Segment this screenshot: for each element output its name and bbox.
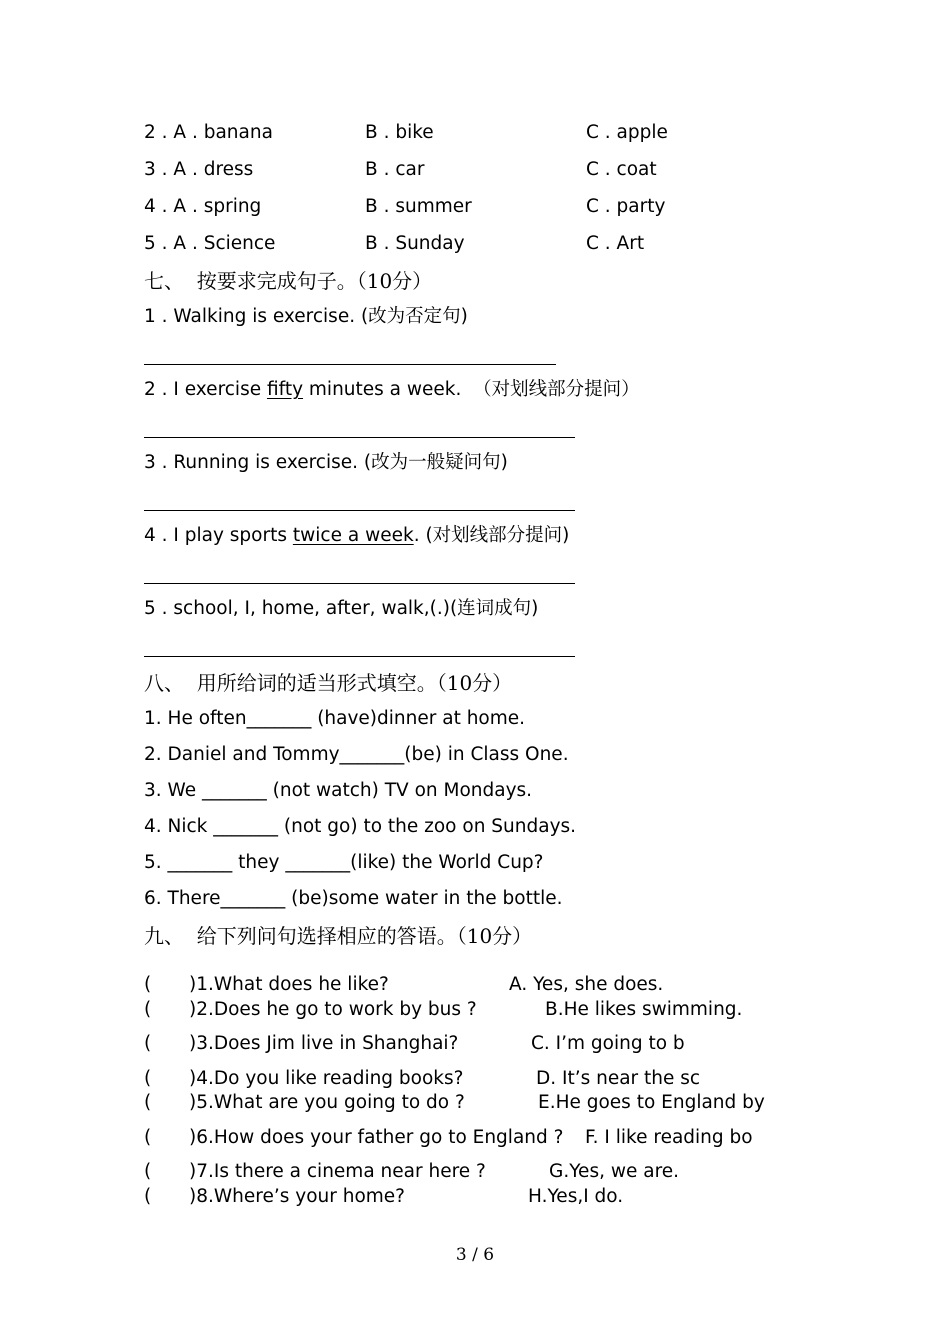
sec8-item-3: 3. We _______ (not watch) TV on Mondays.	[144, 780, 533, 801]
sec7-q4-post: . (对划线部分提问)	[413, 525, 570, 546]
sec6-row-3-b: B . car	[365, 159, 425, 180]
sec6-row-4-a: 4 . A . spring	[144, 196, 262, 217]
sec9-row-6-answer: F. I like reading bo	[585, 1127, 753, 1148]
sec9-row-8-paren[interactable]: (	[144, 1186, 152, 1207]
sec7-q1: 1 . Walking is exercise. (改为否定句)	[144, 306, 468, 327]
sec7-q1-answer-line[interactable]	[144, 364, 556, 365]
sec7-q4	[144, 527, 569, 546]
sec6-row-5-a: 5 . A . Science	[144, 233, 276, 254]
sec9-row-5-answer: E.He goes to England by	[538, 1092, 765, 1113]
sec7-q2	[144, 381, 640, 400]
sec8-item-4: 4. Nick _______ (not go) to the zoo on Sundays.	[144, 816, 577, 837]
sec7-q2-pre: 2 . I exercise	[144, 379, 267, 400]
sec7-q5: 5 . school, I, home, after, walk,(.)(连词成句)	[144, 598, 539, 619]
sec6-row-4-c: C . party	[586, 196, 666, 217]
sec7-q2-answer-line[interactable]	[144, 437, 575, 438]
sec9-row-7-paren[interactable]: (	[144, 1161, 152, 1182]
sec9-row-6-paren[interactable]: (	[144, 1127, 152, 1148]
sec9-row-4-paren[interactable]: (	[144, 1068, 152, 1089]
sec6-row-5-c: C . Art	[586, 233, 645, 254]
sec9-row-8-answer: H.Yes,I do.	[528, 1186, 624, 1207]
sec9-row-1-answer: A. Yes, she does.	[509, 974, 664, 995]
sec9-row-3-answer: C. I’m going to b	[531, 1033, 685, 1054]
sec9-row-4-question: )4.Do you like reading books?	[189, 1068, 464, 1089]
sec7-q4-answer-line[interactable]	[144, 583, 575, 584]
sec8-item-2: 2. Daniel and Tommy_______(be) in Class One.	[144, 744, 569, 765]
sec9-row-1-question: )1.What does he like?	[189, 974, 389, 995]
sec6-row-5-b: B . Sunday	[365, 233, 465, 254]
sec9-row-2-question: )2.Does he go to work by bus ?	[189, 999, 477, 1020]
sec9-row-6-question: )6.How does your father go to England ?	[189, 1127, 564, 1148]
sec7-q3: 3 . Running is exercise. (改为一般疑问句)	[144, 452, 508, 473]
sec7-q2-underlined: fifty	[266, 379, 304, 400]
sec9-row-8-question: )8.Where’s your home?	[189, 1186, 405, 1207]
sec9-row-5-question: )5.What are you going to do ?	[189, 1092, 465, 1113]
sec8-heading: 八、 用所给词的适当形式填空。（10分）	[144, 671, 513, 695]
sec7-q3-answer-line[interactable]	[144, 510, 575, 511]
sec8-item-1: 1. He often_______ (have)dinner at home.	[144, 708, 526, 729]
sec9-row-1-paren[interactable]: (	[144, 974, 152, 995]
sec9-heading: 九、 给下列问句选择相应的答语。（10分）	[144, 924, 533, 948]
sec6-row-3-a: 3 . A . dress	[144, 159, 254, 180]
sec7-q4-pre: 4 . I play sports	[144, 525, 293, 546]
sec9-row-4-answer: D. It’s near the sc	[536, 1068, 701, 1089]
sec9-row-2-answer: B.He likes swimming.	[545, 999, 743, 1020]
sec6-row-2-a: 2 . A . banana	[144, 122, 273, 143]
sec9-row-3-question: )3.Does Jim live in Shanghai?	[189, 1033, 459, 1054]
sec9-row-3-paren[interactable]: (	[144, 1033, 152, 1054]
sec8-item-6: 6. There_______ (be)some water in the bottle.	[144, 888, 563, 909]
sec6-row-2-c: C . apple	[586, 122, 668, 143]
sec7-q2-post: minutes a week. （对划线部分提问）	[303, 379, 640, 400]
sec9-row-5-paren[interactable]: (	[144, 1092, 152, 1113]
sec6-row-4-b: B . summer	[365, 196, 472, 217]
sec8-item-5: 5. _______ they _______(like) the World Cup?	[144, 852, 544, 873]
sec6-row-3-c: C . coat	[586, 159, 657, 180]
sec7-q5-answer-line[interactable]	[144, 656, 575, 657]
sec7-heading: 七、 按要求完成句子。（10分）	[144, 269, 433, 293]
sec9-row-7-question: )7.Is there a cinema near here ?	[189, 1161, 486, 1182]
sec6-row-2-b: B . bike	[365, 122, 434, 143]
sec9-row-2-paren[interactable]: (	[144, 999, 152, 1020]
page-number: 3 / 6	[455, 1245, 495, 1265]
sec9-row-7-answer: G.Yes, we are.	[549, 1161, 680, 1182]
sec7-q4-underlined: twice a week	[292, 525, 414, 546]
